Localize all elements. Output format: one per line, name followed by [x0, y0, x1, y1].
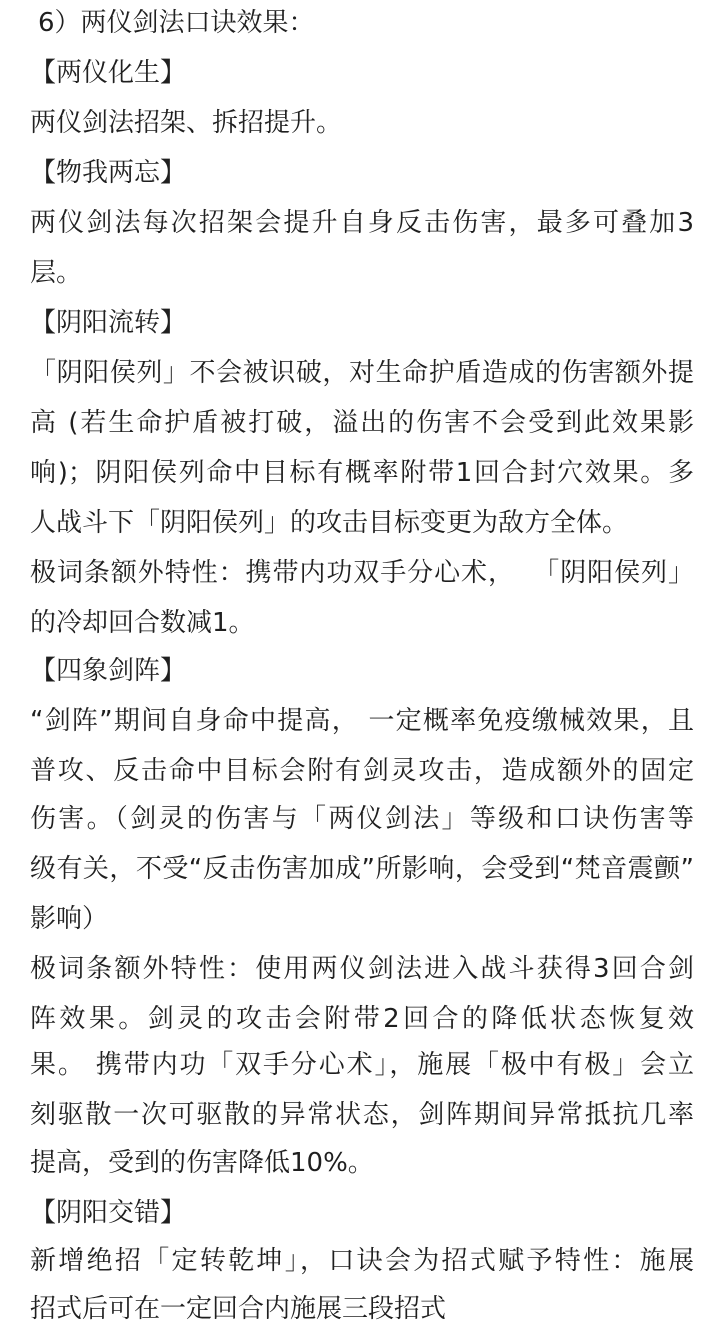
effect-heading: 【阴阳交错】 — [30, 1198, 187, 1228]
effect-text-line: 普攻、反击命中目标会附有剑灵攻击，造成额外的固定 — [30, 756, 694, 786]
effect-text-line: 果。 携带内功「双手分心术」，施展「极中有极」会立 — [30, 1050, 694, 1080]
effect-heading: 【阴阳流转】 — [30, 308, 187, 338]
effect-text-line: 阵效果。剑灵的攻击会附带2回合的降低状态恢复效 — [30, 1004, 694, 1034]
effect-text-line: 两仪剑法招架、拆招提升。 — [30, 108, 343, 138]
effect-text-line: 新增绝招「定转乾坤」，口诀会为招式赋予特性：施展 — [30, 1246, 694, 1276]
effect-text-line: 高 (若生命护盾被打破，溢出的伤害不会受到此效果影 — [30, 408, 694, 438]
effect-text-line: 提高，受到的伤害降低10%。 — [30, 1148, 374, 1178]
effect-text-line: 极词条额外特性：携带内功双手分心术， 「阴阳侯列」 — [30, 558, 694, 588]
effect-text-line: 招式后可在一定回合内施展三段招式 — [30, 1294, 447, 1324]
effect-text-line: 刻驱散一次可驱散的异常状态，剑阵期间异常抵抗几率 — [30, 1100, 694, 1130]
effect-text-line: 极词条额外特性：使用两仪剑法进入战斗获得3回合剑 — [30, 954, 694, 984]
effect-text-line: 人战斗下「阴阳侯列」的攻击目标变更为敌方全体。 — [30, 508, 629, 538]
section-title: 6）两仪剑法口诀效果： — [38, 8, 315, 38]
effect-text-line: 伤害。（剑灵的伤害与「两仪剑法」等级和口诀伤害等 — [30, 804, 694, 834]
effect-heading: 【四象剑阵】 — [30, 656, 187, 686]
effect-heading: 【两仪化生】 — [30, 58, 187, 88]
effect-text-line: 两仪剑法每次招架会提升自身反击伤害，最多可叠加3 — [30, 208, 694, 238]
effect-text-line: 的冷却回合数减1。 — [30, 608, 255, 638]
effect-text-line: 响)；阴阳侯列命中目标有概率附带1回合封穴效果。多 — [30, 458, 694, 488]
effect-text-line: 级有关，不受“反击伤害加成”所影响，会受到“梵音震颤” — [30, 854, 694, 884]
effect-text-line: 影响） — [30, 904, 109, 934]
effect-heading: 【物我两忘】 — [30, 158, 187, 188]
effect-text-line: “剑阵”期间自身命中提高， 一定概率免疫缴械效果，且 — [30, 706, 694, 736]
effect-text-line: 「阴阳侯列」不会被识破，对生命护盾造成的伤害额外提 — [30, 358, 694, 388]
effect-text-line: 层。 — [30, 258, 83, 288]
